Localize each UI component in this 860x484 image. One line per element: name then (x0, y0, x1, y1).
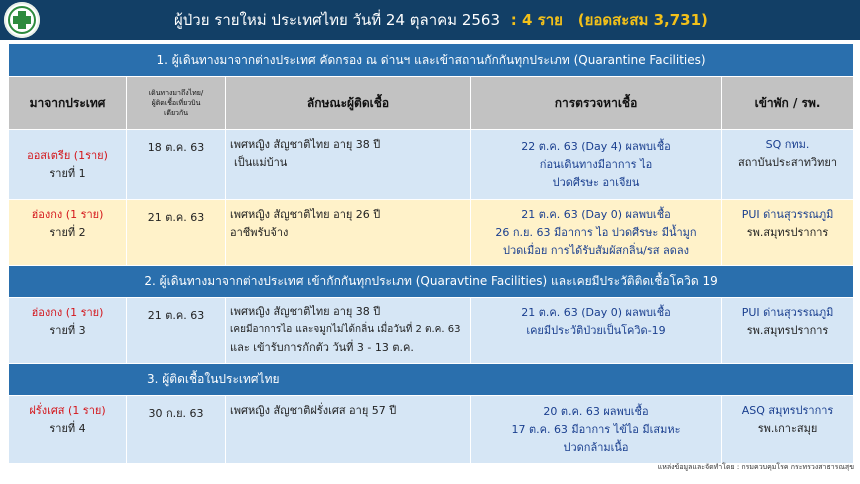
case-number: รายที่ 3 (49, 324, 86, 337)
characteristics-cell: เพศหญิง สัญชาติไทย อายุ 26 ปี อาชีพรับจ้าง (226, 200, 471, 266)
characteristics-cell: เพศหญิง สัญชาติฝรั่งเศส อายุ 57 ปี (226, 396, 471, 464)
section-1-title: 1. ผู้เดินทางมาจากต่างประเทศ คัดกรอง ณ ด่านฯ และเข้าสถานกักกันทุกประเภท (Quarantine Facilities) (9, 44, 854, 77)
title-text: ผู้ป่วย รายใหม่ ประเทศไทย วันที่ 24 ตุลาคม 2563 (174, 11, 500, 29)
country-cell (9, 200, 127, 266)
stay-cell: PUI ด่านสุวรรณภูมิ รพ.สมุทรปราการ (722, 200, 854, 266)
case-table (8, 43, 854, 464)
section-header-2 (9, 266, 854, 298)
table-row-case-1 (9, 130, 854, 200)
test-cell: 20 ต.ค. 63 ผลพบเชื้อ 17 ต.ค. 63 มีอาการ ไข้ไอ มีเสมหะ ปวดกล้ามเนื้อ (471, 396, 722, 464)
case-number: รายที่ 2 (49, 226, 86, 239)
stay-cell: ASQ สมุทรปราการ รพ.เกาะสมุย (722, 396, 854, 464)
case-number: รายที่ 4 (49, 422, 86, 435)
country-cell (9, 298, 127, 364)
table-row-case-4 (9, 396, 854, 464)
table-row-case-2 (9, 200, 854, 266)
stay-cell: PUI ด่านสุวรรณภูมิ รพ.สมุทรปราการ (722, 298, 854, 364)
page-title (174, 6, 708, 34)
country-name: ฮ่องกง (1 ราย) (31, 306, 104, 319)
country-cell (9, 130, 127, 200)
test-cell: 22 ต.ค. 63 (Day 4) ผลพบเชื้อ ก่อนเดินทางมีอาการ ไอ ปวดศีรษะ อาเจียน (471, 130, 722, 200)
section-3-title: 3. ผู้ติดเชื้อในประเทศไทย (9, 364, 854, 396)
col-header-stay: เข้าพัก / รพ. (722, 77, 854, 130)
source-note: แหล่งข้อมูลและจัดทำโดย : กรมควบคุมโรค กระทรวงสาธารณสุข (657, 463, 854, 471)
table-row-case-3 (9, 298, 854, 364)
characteristics-cell: เพศหญิง สัญชาติไทย อายุ 38 ปี เป็นแม่บ้าน (226, 130, 471, 200)
country-name: ฮ่องกง (1 ราย) (31, 208, 104, 221)
test-cell: 21 ต.ค. 63 (Day 0) ผลพบเชื้อ 26 ก.ย. 63 มีอาการ ไอ ปวดศีรษะ มีน้ำมูก ปวดเมื่อย การได้รับสัมผัสกลิ่น/รส ลดลง (471, 200, 722, 266)
col-header-country: มาจากประเทศ (9, 77, 127, 130)
col-header-characteristics: ลักษณะผู้ติดเชื้อ (226, 77, 471, 130)
test-cell: 21 ต.ค. 63 (Day 0) ผลพบเชื้อ เคยมีประวัติป่วยเป็นโควิด-19 (471, 298, 722, 364)
col-header-arrival: เดินทางมาถึงไทย/ ผู้ติดเชื้อเที่ยวบิน เดียวกัน (127, 77, 226, 130)
arrival-date: 21 ต.ค. 63 (127, 200, 226, 266)
case-number: รายที่ 1 (49, 166, 86, 180)
title-bar (0, 0, 860, 40)
arrival-date: 21 ต.ค. 63 (127, 298, 226, 364)
stay-cell: SQ กทม. สถาบันประสาทวิทยา (722, 130, 854, 200)
arrival-date: 18 ต.ค. 63 (127, 130, 226, 200)
arrival-date: 30 ก.ย. 63 (127, 396, 226, 464)
country-name: ออสเตรีย (1ราย) (27, 148, 108, 162)
country-cell (9, 396, 127, 464)
column-header-row (9, 77, 854, 130)
ministry-logo-icon (4, 2, 40, 38)
section-header-1 (9, 44, 854, 77)
col-header-test: การตรวจหาเชื้อ (471, 77, 722, 130)
cumulative-count: (ยอดสะสม 3,731) (577, 11, 708, 29)
new-case-count: : 4 ราย (510, 11, 563, 29)
characteristics-cell: เพศหญิง สัญชาติไทย อายุ 38 ปี เคยมีอาการไอ และจมูกไม่ได้กลิ่น เมื่อวันที่ 2 ต.ค. 63 และ เข้ารับการกักตัว วันที่ 3 - 13 ต.ค. (226, 298, 471, 364)
section-header-3 (9, 364, 854, 396)
section-2-title: 2. ผู้เดินทางมาจากต่างประเทศ เข้ากักกันทุกประเภท (Quaravtine Facilities) และเคยมีประวัติติดเชื้อโควิด 19 (9, 266, 854, 298)
country-name: ฝรั่งเศส (1 ราย) (29, 404, 106, 417)
